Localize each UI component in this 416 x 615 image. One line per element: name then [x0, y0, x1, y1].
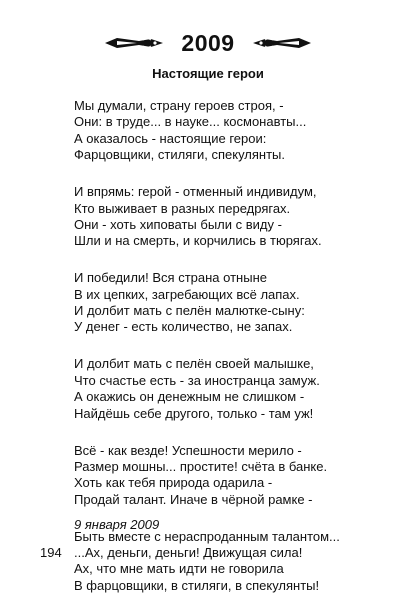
poem-line: И впрямь: герой - отменный индивидум,: [74, 184, 317, 200]
poem-line: Хоть как тебя природа одарила -: [74, 475, 273, 491]
poem-line: В фарцовщики, в стиляги, в спекулянты!: [74, 577, 320, 593]
poem-line: Они: в труде... в науке... космонавты...: [74, 114, 307, 130]
poem-line: Они - хоть хиповаты были с виду -: [74, 216, 282, 232]
poem-line: Кто выживает в разных передрягах.: [74, 200, 291, 216]
poem-date: 9 января 2009: [74, 517, 160, 532]
poem-title: Настоящие герои: [152, 66, 264, 81]
poem-line: Всё - как везде! Успешности мерило -: [74, 442, 302, 458]
poem-line: Быть вместе с нераспроданным талантом...: [74, 528, 340, 544]
poem-line: Шли и на смерть, и корчились в тюрягах.: [74, 233, 322, 249]
poem-body: [74, 98, 394, 615]
poem-line: Продай талант. Иначе в чёрной рамке -: [74, 491, 313, 507]
poem-line: Ах, что мне мать идти не говорила: [74, 561, 284, 577]
poem-line: Размер мошны... простите! счёта в банке.: [74, 458, 328, 474]
poem-line: И победили! Вся страна отныне: [74, 270, 267, 286]
poem-line: А оказалось - настоящие герои:: [74, 130, 267, 146]
poem-line: И долбит мать с пелён малютке-сыну:: [74, 303, 305, 319]
poem-line: Мы думали, страну героев строя, -: [74, 98, 284, 113]
year-heading: 2009: [181, 29, 235, 56]
poem-line: В их цепких, загребающих всё лапах.: [74, 286, 300, 302]
header: [0, 28, 416, 58]
stanza: [74, 98, 394, 164]
poem-line: У денег - есть количество, не запах.: [74, 319, 293, 335]
stanza: [74, 529, 394, 595]
poem-line: А окажись он денежным не слишком -: [74, 389, 305, 405]
stanza: [74, 270, 394, 336]
poem-line: Что счастье есть - за иностранца замуж.: [74, 372, 320, 388]
poem-line: И долбит мать с пелён своей малышке,: [74, 356, 314, 372]
page-number: 194: [40, 545, 62, 560]
poem-line: Фарцовщики, стиляги, спекулянты.: [74, 147, 286, 163]
stanza: [74, 356, 394, 422]
stanza: [74, 184, 394, 250]
poem-line: ...Ах, деньги, деньги! Движущая сила!: [74, 545, 303, 561]
stanza: [74, 443, 394, 509]
poem-line: Найдёшь себе другого, только - там уж!: [74, 405, 314, 421]
quill-pen-ornament-right-icon: [251, 34, 313, 52]
quill-pen-ornament-left-icon: [103, 34, 165, 52]
